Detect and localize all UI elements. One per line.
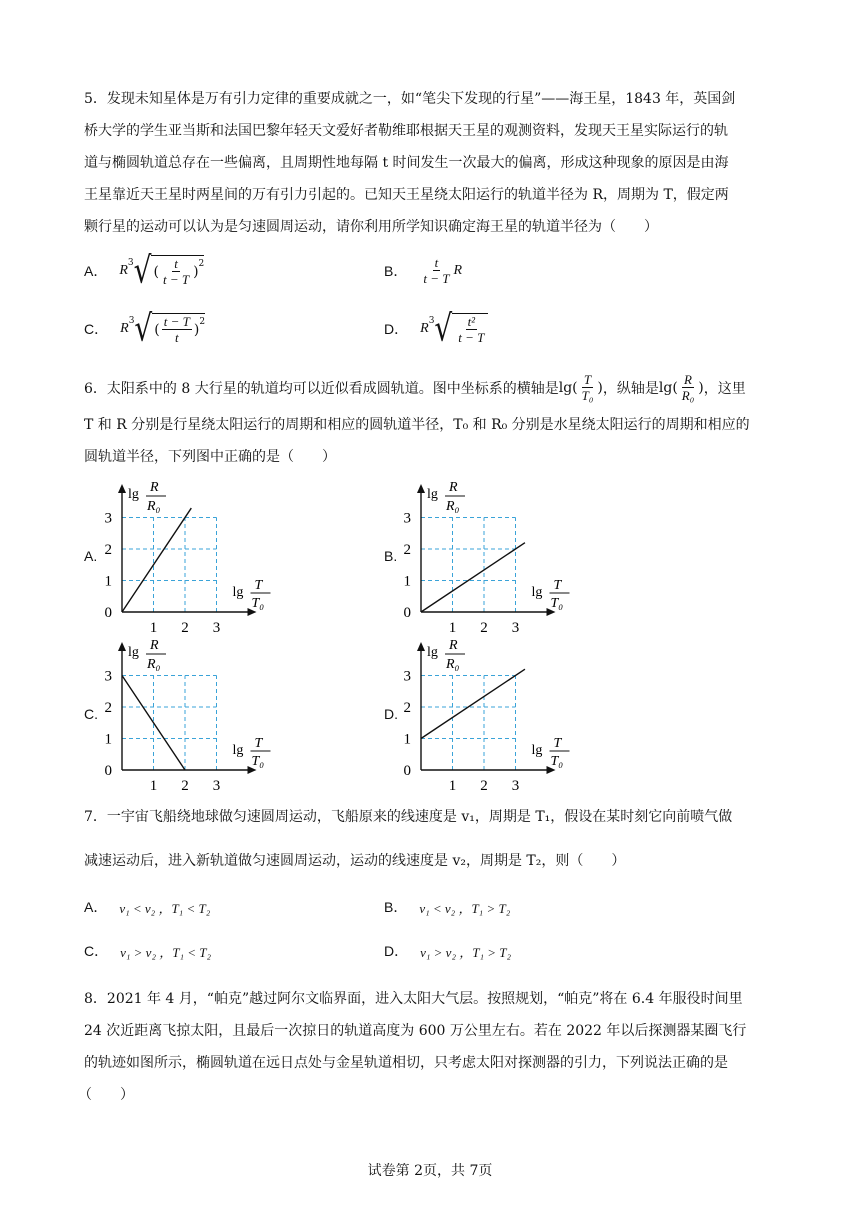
option-coef: R bbox=[420, 321, 429, 336]
y-tick-label: 2 bbox=[403, 542, 411, 558]
graph-b bbox=[399, 478, 589, 638]
radicand: ( $\frac{t}{t - T}$ ) $^2$ bbox=[153, 256, 205, 287]
option-label: A． bbox=[84, 263, 108, 279]
x-tick-label: 1 bbox=[448, 620, 457, 636]
q8-line-3: 的轨迹如图所示，椭圆轨道在远日点处与金星轨道相切，只考虑太阳对探测器的引力，下列说法正确的是 bbox=[84, 1055, 728, 1071]
option-label: D． bbox=[384, 321, 409, 337]
y-tick-label: 1 bbox=[104, 573, 112, 590]
x-tick-label: 2 bbox=[480, 620, 488, 636]
option-text: v₁ < v₂ ，T₁ > T₂ bbox=[419, 900, 511, 916]
q5-option-d[interactable]: D． R $^3$ √ $\frac{\text{t²}}{t - T}$ bbox=[384, 313, 488, 345]
x-tick-label: 2 bbox=[181, 778, 189, 794]
y-tick-label: 2 bbox=[104, 700, 112, 716]
graph-d bbox=[399, 636, 589, 796]
y-axis-den: R₀ bbox=[446, 499, 460, 514]
x-axis-den: T₀ bbox=[550, 596, 564, 611]
q6-text-c: ，这里 bbox=[703, 380, 746, 397]
x-tick-label: 3 bbox=[511, 620, 520, 636]
y-axis-num: R bbox=[150, 480, 159, 495]
y-axis-num: R bbox=[449, 638, 458, 653]
q6-line-3: 圆轨道半径，下列图中正确的是（ ） bbox=[84, 449, 336, 465]
y-tick-label: 1 bbox=[403, 573, 411, 590]
x-axis-num: T bbox=[254, 736, 263, 751]
q8-line-2: 24 次近距离飞掠太阳，且最后一次掠日的轨道高度为 600 万公里左右。若在 2022 年以后探测器某圈飞行 bbox=[84, 1023, 747, 1039]
y-tick-label: 2 bbox=[403, 700, 411, 716]
y-tick-label: 1 bbox=[403, 731, 411, 748]
frac-num: t bbox=[434, 255, 439, 270]
data-line bbox=[122, 508, 191, 612]
y-axis-arrow bbox=[417, 642, 425, 651]
y-axis-lg: lg bbox=[427, 645, 438, 660]
graph-b-label[interactable]: B. bbox=[384, 548, 398, 564]
radicand bbox=[452, 313, 488, 345]
lg-label: lg bbox=[558, 379, 573, 396]
option-coef: R bbox=[119, 263, 128, 278]
q5-option-a[interactable] bbox=[84, 248, 205, 292]
x-axis-num: T bbox=[254, 578, 263, 593]
y-axis-den: R₀ bbox=[147, 657, 161, 672]
option-label: B． bbox=[384, 899, 408, 915]
radical-sign: √ bbox=[133, 248, 152, 292]
graph-d-label[interactable]: D. bbox=[384, 706, 398, 722]
y-tick-label: 2 bbox=[104, 542, 112, 558]
frac-den: t − T bbox=[162, 272, 190, 287]
x-axis-num: T bbox=[553, 578, 562, 593]
q8-line-1: 8．2021 年 4 月，“帕克”越过阿尔文临界面，进入太阳大气层。按照规划，“帕克”将在 6.4 年服役时间里 bbox=[84, 991, 743, 1007]
y-tick-label: 1 bbox=[104, 731, 112, 748]
frac-den: t bbox=[174, 330, 179, 345]
x-tick-label: 3 bbox=[511, 778, 520, 794]
x-axis-lg: lg bbox=[232, 743, 244, 758]
x-tick-label: 3 bbox=[212, 778, 221, 794]
x-tick-label: 1 bbox=[448, 778, 457, 794]
q7-option-c[interactable] bbox=[84, 941, 211, 961]
graph-c-label[interactable]: C. bbox=[84, 706, 98, 722]
frac-den: R₀ bbox=[681, 388, 695, 403]
graph-c bbox=[100, 636, 290, 796]
y-axis-num: R bbox=[449, 480, 458, 495]
y-tick-label: 3 bbox=[104, 668, 112, 685]
frac-num: t² bbox=[467, 314, 476, 329]
radical-sign: √ bbox=[434, 306, 453, 350]
y-tick-label: 3 bbox=[403, 668, 411, 685]
x-tick-label: 1 bbox=[149, 778, 158, 794]
q5-line-3: 道与椭圆轨道总存在一些偏离，且周期性地每隔 t 时间发生一次最大的偏离，形成这种现象的原因是由海 bbox=[84, 155, 729, 171]
y-axis-den: R₀ bbox=[147, 499, 161, 514]
radical-sign: √ bbox=[134, 306, 153, 350]
y-axis-num: R bbox=[150, 638, 159, 653]
frac-den: t − T bbox=[458, 330, 485, 345]
y-axis-arrow bbox=[417, 484, 425, 493]
y-axis-arrow bbox=[118, 642, 126, 651]
q7-option-d[interactable] bbox=[384, 941, 511, 961]
y-tick-label: 3 bbox=[104, 510, 112, 527]
q6-line-1: 6．太阳系中的 8 大行星的轨道均可以近似看成圆轨道。图中坐标系的横轴是 lg ( $\frac{T}{\text{T₀}}$ ) ，纵轴是 lg ( $\frac{R}{\text{R₀}}$ ) ，这里 bbox=[84, 372, 746, 403]
radicand: ( $\frac{t - T}{t}$ ) $^2$ bbox=[154, 314, 206, 345]
q7-option-a[interactable] bbox=[84, 897, 210, 917]
q5-line-5: 颗行星的运动可以认为是匀速圆周运动，请你利用所学知识确定海王星的轨道半径为（ ） bbox=[84, 219, 658, 235]
x-axis-lg: lg bbox=[531, 743, 543, 758]
y-tick-label: 0 bbox=[403, 605, 411, 621]
option-label: D． bbox=[384, 943, 409, 959]
frac-den: t − T bbox=[423, 271, 450, 286]
q5-line-4: 王星靠近天王星时两星间的万有引力引起的。已知天王星绕太阳运行的轨道半径为 R，周期为 T，假定两 bbox=[84, 187, 729, 203]
option-text: v₁ < v₂ ，T₁ < T₂ bbox=[119, 900, 211, 916]
q5-option-c[interactable]: C． R $^3$ √ ( $\frac{t - T}{t}$ ) $^2$ bbox=[84, 306, 206, 350]
q6-line-2: T 和 R 分别是行星绕太阳运行的周期和相应的圆轨道半径，T₀ 和 R₀ 分别是水星绕太阳运行的周期和相应的 bbox=[84, 417, 750, 433]
x-tick-label: 3 bbox=[212, 620, 221, 636]
q6-text-b: ，纵轴是 bbox=[602, 380, 659, 397]
y-axis-lg: lg bbox=[128, 487, 139, 502]
y-tick-label: 0 bbox=[104, 605, 112, 621]
option-text: v₁ > v₂ ，T₁ > T₂ bbox=[420, 944, 511, 960]
frac-num: R bbox=[684, 372, 692, 387]
option-label: A． bbox=[84, 899, 108, 915]
option-label: C． bbox=[84, 943, 109, 959]
option-label: B． bbox=[384, 262, 408, 279]
y-axis-lg: lg bbox=[427, 487, 438, 502]
x-axis-den: T₀ bbox=[550, 754, 564, 769]
option-text: v₁ > v₂ ，T₁ < T₂ bbox=[120, 944, 211, 960]
y-axis-lg: lg bbox=[128, 645, 139, 660]
q5-line-2: 桥大学的学生亚当斯和法国巴黎年轻天文爱好者勒维耶根据天王星的观测资料，发现天王星实际运行的轨 bbox=[84, 123, 728, 139]
q7-option-b[interactable] bbox=[384, 897, 510, 917]
q6-text-a: 6．太阳系中的 8 大行星的轨道均可以近似看成圆轨道。图中坐标系的横轴是 bbox=[84, 380, 559, 397]
option-tail: R bbox=[453, 262, 463, 278]
q7-line-1: 7．一宇宙飞船绕地球做匀速圆周运动，飞船原来的线速度是 v₁，周期是 T₁，假设在某时刻它向前喷气做 bbox=[84, 809, 733, 825]
q8-line-4: （ ） bbox=[78, 1087, 134, 1103]
graph-a-label[interactable]: A. bbox=[84, 548, 98, 564]
q7-line-2: 减速运动后，进入新轨道做匀速圆周运动，运动的线速度是 v₂，周期是 T₂，则（ ） bbox=[84, 853, 626, 869]
y-tick-label: 3 bbox=[403, 510, 411, 527]
y-tick-label: 0 bbox=[403, 763, 411, 779]
x-axis-den: T₀ bbox=[251, 596, 265, 611]
x-axis-lg: lg bbox=[232, 585, 244, 600]
option-label: C． bbox=[84, 321, 109, 337]
graph-a bbox=[100, 478, 290, 638]
data-line bbox=[421, 543, 525, 612]
q5-line-1: 5．发现未知星体是万有引力定律的重要成就之一，如“笔尖下发现的行星”——海王星，1843 年，英国剑 bbox=[84, 91, 736, 107]
x-axis-lg: lg bbox=[531, 585, 543, 600]
x-axis-num: T bbox=[553, 736, 562, 751]
y-tick-label: 0 bbox=[104, 763, 112, 779]
data-line bbox=[421, 669, 525, 738]
x-tick-label: 2 bbox=[181, 620, 189, 636]
y-axis-arrow bbox=[118, 484, 126, 493]
x-tick-label: 2 bbox=[480, 778, 488, 794]
frac-den: T₀ bbox=[581, 388, 594, 403]
x-axis-den: T₀ bbox=[251, 754, 265, 769]
q5-option-b[interactable] bbox=[384, 255, 462, 286]
lg-label: lg bbox=[658, 379, 673, 396]
frac-num: T bbox=[583, 372, 592, 387]
y-axis-den: R₀ bbox=[446, 657, 460, 672]
frac-num: t − T bbox=[163, 314, 190, 329]
x-tick-label: 1 bbox=[149, 620, 158, 636]
frac-num: t bbox=[174, 256, 178, 271]
option-coef: R bbox=[120, 321, 129, 336]
page-footer: 试卷第 2页，共 7页 bbox=[367, 1163, 493, 1179]
cube-index: 3 bbox=[127, 258, 134, 268]
